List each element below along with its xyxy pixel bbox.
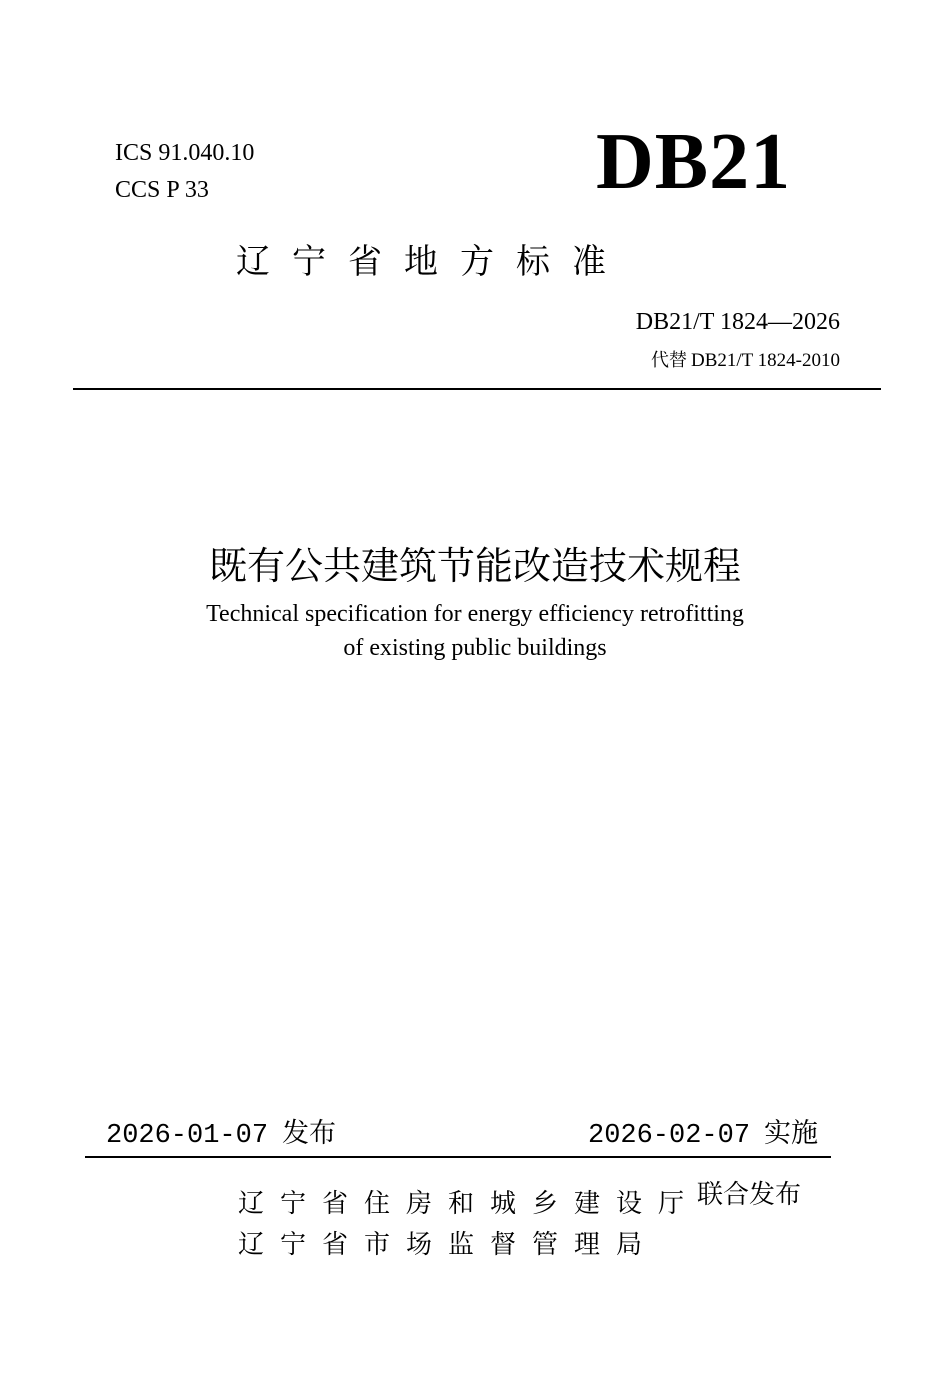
replaces-line <box>651 346 840 372</box>
document-title-chinese: 既有公共建筑节能改造技术规程 <box>208 544 741 588</box>
standard-number: DB21/T 1824—2026 <box>635 309 840 335</box>
db21-logo: DB21 <box>596 118 792 206</box>
implement-date-line <box>588 1111 818 1151</box>
document-title-english-line2: of existing public buildings <box>343 635 607 661</box>
ccs-code: CCS P 33 <box>115 177 209 203</box>
issue-date: 2026-01-07 <box>106 1121 269 1151</box>
implement-date: 2026-02-07 <box>588 1121 751 1151</box>
issuer-market-regulation: 辽宁省市场监督管理局 <box>238 1230 659 1260</box>
document-title-english-line1: Technical specification for energy efficiency retrofitting <box>206 601 744 627</box>
joint-issue-label: 联合发布 <box>697 1180 802 1210</box>
ics-code: ICS 91.040.10 <box>115 140 255 166</box>
standard-type: 辽宁省地方标准 <box>236 242 628 282</box>
issue-label: 发布 <box>282 1118 337 1149</box>
header-divider <box>73 388 881 390</box>
implement-label: 实施 <box>764 1118 819 1149</box>
replaces-label: 代替 <box>650 350 687 371</box>
issue-date-line <box>106 1111 336 1151</box>
issuer-housing-department: 辽宁省住房和城乡建设厅 <box>238 1189 701 1219</box>
replaces-number: DB21/T 1824-2010 <box>690 350 840 371</box>
footer-divider <box>85 1156 831 1158</box>
